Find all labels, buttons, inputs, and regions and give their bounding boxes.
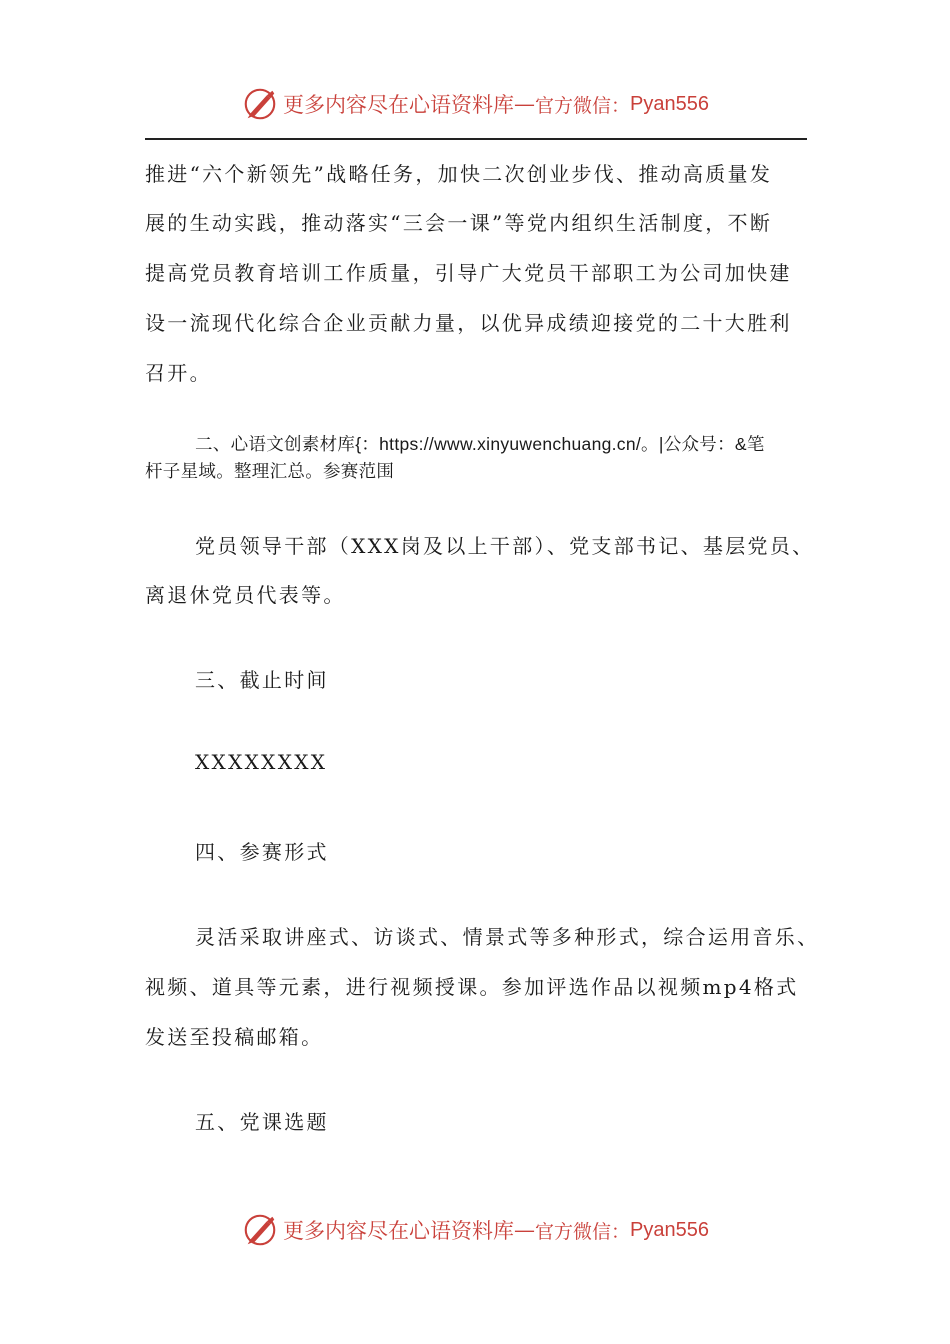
pen-logo-icon <box>241 85 279 123</box>
section5-heading: 五、党课选题 <box>195 1110 329 1134</box>
header-divider <box>145 138 807 140</box>
scope-line: 党员领导干部（XXX岗及以上干部）、党支部书记、基层党员、 <box>195 534 815 558</box>
footer-banner-text: 更多内容尽在心语资料库 <box>283 1219 514 1243</box>
paragraph-line: 展的生动实践，推动落实“三会一课”等党内组织生活制度，不断 <box>145 211 773 235</box>
header-banner-text: 更多内容尽在心语资料库 <box>283 93 514 117</box>
section3-heading: 三、截止时间 <box>195 668 329 692</box>
deadline-value: XXXXXXXX <box>195 750 328 774</box>
header-banner <box>0 82 950 126</box>
paragraph-line: 召开。 <box>145 361 212 385</box>
paragraph-line: 提高党员教育培训工作质量，引导广大党员干部职工为公司加快建 <box>145 261 792 285</box>
header-separator: — <box>514 92 535 116</box>
pen-logo-icon <box>241 1211 279 1249</box>
paragraph-line: 设一流现代化综合企业贡献力量，以优异成绩迎接党的二十大胜利 <box>145 311 792 335</box>
footer-wechat-label: 官方微信： <box>535 1220 631 1243</box>
footer-wechat-id: Pyan556 <box>630 1218 709 1241</box>
paragraph-line: 推进“六个新领先”战略任务，加快二次创业步伐、推动高质量发 <box>145 162 773 186</box>
header-wechat-id: Pyan556 <box>630 92 709 115</box>
section2-heading-line: 二、心语文创素材库{：https://www.xinyuwenchuang.cn/。|公众号：&笔 <box>195 434 765 454</box>
footer-separator: — <box>514 1218 535 1242</box>
scope-line: 离退休党员代表等。 <box>145 583 346 607</box>
footer-banner <box>0 1208 950 1252</box>
header-wechat-label: 官方微信： <box>535 94 631 117</box>
form-line: 灵活采取讲座式、访谈式、情景式等多种形式，综合运用音乐、 <box>195 925 820 949</box>
section2-heading-line: 杆子星域。整理汇总。参赛范围 <box>145 461 395 481</box>
section4-heading: 四、参赛形式 <box>195 840 329 864</box>
form-line: 发送至投稿邮箱。 <box>145 1025 324 1049</box>
form-line: 视频、道具等元素，进行视频授课。参加评选作品以视频mp4格式 <box>145 975 799 999</box>
